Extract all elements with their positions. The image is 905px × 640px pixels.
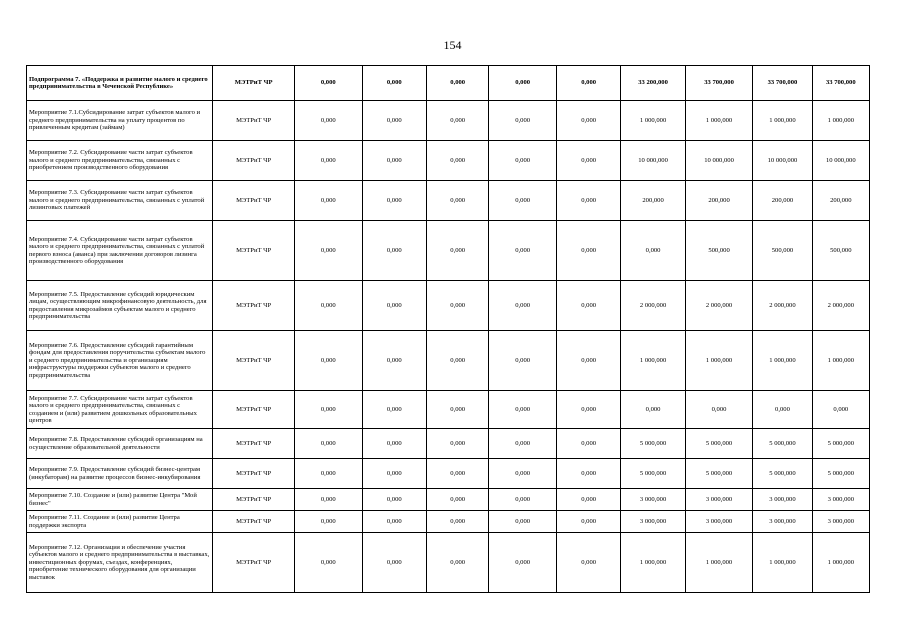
value-cell: 0,000 bbox=[362, 66, 426, 101]
value-cell: 1 000,000 bbox=[753, 101, 812, 141]
value-cell: 0,000 bbox=[362, 391, 426, 429]
value-cell: 0,000 bbox=[556, 66, 620, 101]
value-cell: 0,000 bbox=[621, 391, 685, 429]
value-cell: 3 000,000 bbox=[812, 489, 869, 511]
value-cell: 0,000 bbox=[489, 101, 557, 141]
value-cell: 0,000 bbox=[295, 511, 363, 533]
value-cell: 5 000,000 bbox=[685, 429, 753, 459]
value-cell: 0,000 bbox=[621, 221, 685, 281]
row-name-cell: Мероприятие 7.4. Субсидирование части затрат субъектов малого и среднего предпринимательства, связанных с уплатой первого взноса (аванса) при заключении договоров лизинга производственного оборудования bbox=[27, 221, 213, 281]
value-cell: 0,000 bbox=[426, 511, 488, 533]
value-cell: 0,000 bbox=[295, 533, 363, 593]
value-cell: 0,000 bbox=[489, 281, 557, 331]
value-cell: 5 000,000 bbox=[685, 459, 753, 489]
executor-cell: МЭТРиТ ЧР bbox=[213, 533, 295, 593]
executor-cell: МЭТРиТ ЧР bbox=[213, 489, 295, 511]
value-cell: 0,000 bbox=[362, 181, 426, 221]
row-name-cell: Мероприятие 7.5. Предоставление субсидий юридическим лицам, осуществляющим микрофинансовую деятельность, для предоставления микрозаймов субъектам малого и среднего предпринимательства bbox=[27, 281, 213, 331]
value-cell: 2 000,000 bbox=[812, 281, 869, 331]
value-cell: 0,000 bbox=[426, 331, 488, 391]
row-name-cell: Мероприятие 7.12. Организация и обеспечение участия субъектов малого и среднего предпринимательства в выставках, инвестиционных форумах, съездах, конференциях, приобретение технического оборудования для организации выставок bbox=[27, 533, 213, 593]
value-cell: 33 700,000 bbox=[685, 66, 753, 101]
table-row bbox=[27, 141, 870, 181]
value-cell: 5 000,000 bbox=[621, 459, 685, 489]
value-cell: 1 000,000 bbox=[621, 101, 685, 141]
value-cell: 500,000 bbox=[753, 221, 812, 281]
table-row bbox=[27, 533, 870, 593]
table-row bbox=[27, 511, 870, 533]
value-cell: 2 000,000 bbox=[621, 281, 685, 331]
executor-cell: МЭТРиТ ЧР bbox=[213, 331, 295, 391]
table-row bbox=[27, 331, 870, 391]
value-cell: 10 000,000 bbox=[753, 141, 812, 181]
row-name-cell: Подпрограмма 7. «Поддержка и развитие малого и среднего предпринимательства в Чеченской Республике» bbox=[27, 66, 213, 101]
value-cell: 0,000 bbox=[556, 181, 620, 221]
value-cell: 0,000 bbox=[362, 489, 426, 511]
row-name-cell: Мероприятие 7.8. Предоставление субсидий организациям на осуществление образовательной деятельности bbox=[27, 429, 213, 459]
table-row bbox=[27, 221, 870, 281]
row-name-cell: Мероприятие 7.3. Субсидирование части затрат субъектов малого и среднего предпринимательства, связанных с уплатой лизинговых платежей bbox=[27, 181, 213, 221]
value-cell: 0,000 bbox=[295, 429, 363, 459]
value-cell: 0,000 bbox=[295, 101, 363, 141]
value-cell: 0,000 bbox=[556, 459, 620, 489]
value-cell: 0,000 bbox=[489, 489, 557, 511]
value-cell: 2 000,000 bbox=[685, 281, 753, 331]
value-cell: 0,000 bbox=[556, 429, 620, 459]
value-cell: 500,000 bbox=[685, 221, 753, 281]
value-cell: 0,000 bbox=[556, 489, 620, 511]
row-name-cell: Мероприятие 7.2. Субсидирование части затрат субъектов малого и среднего предпринимательства, связанных с приобретением производственного оборудования bbox=[27, 141, 213, 181]
executor-cell: МЭТРиТ ЧР bbox=[213, 281, 295, 331]
value-cell: 1 000,000 bbox=[685, 331, 753, 391]
value-cell: 3 000,000 bbox=[685, 511, 753, 533]
value-cell: 0,000 bbox=[753, 391, 812, 429]
value-cell: 0,000 bbox=[426, 66, 488, 101]
value-cell: 33 200,000 bbox=[621, 66, 685, 101]
value-cell: 0,000 bbox=[362, 533, 426, 593]
value-cell: 0,000 bbox=[426, 141, 488, 181]
value-cell: 1 000,000 bbox=[812, 533, 869, 593]
value-cell: 0,000 bbox=[556, 331, 620, 391]
value-cell: 500,000 bbox=[812, 221, 869, 281]
value-cell: 0,000 bbox=[489, 429, 557, 459]
executor-cell: МЭТРиТ ЧР bbox=[213, 101, 295, 141]
table-body bbox=[27, 66, 870, 593]
value-cell: 5 000,000 bbox=[753, 429, 812, 459]
value-cell: 0,000 bbox=[489, 181, 557, 221]
value-cell: 0,000 bbox=[685, 391, 753, 429]
value-cell: 0,000 bbox=[812, 391, 869, 429]
value-cell: 10 000,000 bbox=[621, 141, 685, 181]
value-cell: 3 000,000 bbox=[685, 489, 753, 511]
executor-cell: МЭТРиТ ЧР bbox=[213, 429, 295, 459]
executor-cell: МЭТРиТ ЧР bbox=[213, 181, 295, 221]
value-cell: 0,000 bbox=[489, 511, 557, 533]
value-cell: 0,000 bbox=[295, 459, 363, 489]
value-cell: 0,000 bbox=[556, 533, 620, 593]
table-row bbox=[27, 459, 870, 489]
value-cell: 0,000 bbox=[489, 391, 557, 429]
value-cell: 0,000 bbox=[489, 459, 557, 489]
value-cell: 0,000 bbox=[426, 391, 488, 429]
value-cell: 1 000,000 bbox=[812, 101, 869, 141]
value-cell: 0,000 bbox=[556, 281, 620, 331]
row-name-cell: Мероприятие 7.11. Создание и (или) развитие Центра поддержки экспорта bbox=[27, 511, 213, 533]
value-cell: 0,000 bbox=[426, 101, 488, 141]
row-name-cell: Мероприятие 7.10. Создание и (или) развитие Центра "Мой бизнес" bbox=[27, 489, 213, 511]
value-cell: 0,000 bbox=[426, 533, 488, 593]
value-cell: 0,000 bbox=[295, 391, 363, 429]
value-cell: 10 000,000 bbox=[812, 141, 869, 181]
value-cell: 0,000 bbox=[295, 331, 363, 391]
executor-cell: МЭТРиТ ЧР bbox=[213, 221, 295, 281]
row-name-cell: Мероприятие 7.6. Предоставление субсидий гарантийным фондам для предоставления поручительства субъектам малого и среднего предпринимательства и организациям инфраструктуры поддержки субъектов малого и среднего предпринимательства bbox=[27, 331, 213, 391]
value-cell: 0,000 bbox=[362, 331, 426, 391]
value-cell: 0,000 bbox=[426, 459, 488, 489]
executor-cell: МЭТРиТ ЧР bbox=[213, 66, 295, 101]
value-cell: 0,000 bbox=[362, 141, 426, 181]
budget-table bbox=[26, 65, 870, 593]
value-cell: 0,000 bbox=[295, 141, 363, 181]
value-cell: 1 000,000 bbox=[685, 533, 753, 593]
value-cell: 0,000 bbox=[362, 511, 426, 533]
value-cell: 5 000,000 bbox=[812, 429, 869, 459]
value-cell: 5 000,000 bbox=[812, 459, 869, 489]
value-cell: 0,000 bbox=[426, 281, 488, 331]
executor-cell: МЭТРиТ ЧР bbox=[213, 459, 295, 489]
value-cell: 0,000 bbox=[556, 391, 620, 429]
value-cell: 0,000 bbox=[426, 429, 488, 459]
value-cell: 3 000,000 bbox=[753, 489, 812, 511]
table-row bbox=[27, 281, 870, 331]
value-cell: 1 000,000 bbox=[621, 533, 685, 593]
row-name-cell: Мероприятие 7.9. Предоставление субсидий бизнес-центрам (инкубаторам) на развитие процессов бизнес-инкубирования bbox=[27, 459, 213, 489]
table-row bbox=[27, 391, 870, 429]
value-cell: 0,000 bbox=[362, 101, 426, 141]
value-cell: 0,000 bbox=[362, 429, 426, 459]
subprogram-row bbox=[27, 66, 870, 101]
page-number: 154 bbox=[443, 38, 462, 52]
value-cell: 1 000,000 bbox=[621, 331, 685, 391]
value-cell: 10 000,000 bbox=[685, 141, 753, 181]
value-cell: 0,000 bbox=[426, 221, 488, 281]
value-cell: 0,000 bbox=[362, 459, 426, 489]
value-cell: 5 000,000 bbox=[753, 459, 812, 489]
value-cell: 0,000 bbox=[556, 141, 620, 181]
value-cell: 0,000 bbox=[295, 489, 363, 511]
value-cell: 1 000,000 bbox=[685, 101, 753, 141]
executor-cell: МЭТРиТ ЧР bbox=[213, 391, 295, 429]
value-cell: 1 000,000 bbox=[753, 331, 812, 391]
value-cell: 0,000 bbox=[295, 281, 363, 331]
value-cell: 3 000,000 bbox=[621, 489, 685, 511]
value-cell: 1 000,000 bbox=[753, 533, 812, 593]
value-cell: 200,000 bbox=[812, 181, 869, 221]
executor-cell: МЭТРиТ ЧР bbox=[213, 511, 295, 533]
table-row bbox=[27, 181, 870, 221]
value-cell: 0,000 bbox=[489, 221, 557, 281]
value-cell: 33 700,000 bbox=[753, 66, 812, 101]
value-cell: 0,000 bbox=[295, 66, 363, 101]
value-cell: 5 000,000 bbox=[621, 429, 685, 459]
value-cell: 200,000 bbox=[685, 181, 753, 221]
value-cell: 0,000 bbox=[556, 511, 620, 533]
value-cell: 0,000 bbox=[489, 141, 557, 181]
value-cell: 0,000 bbox=[426, 181, 488, 221]
value-cell: 0,000 bbox=[556, 221, 620, 281]
value-cell: 0,000 bbox=[362, 221, 426, 281]
table-row bbox=[27, 429, 870, 459]
value-cell: 0,000 bbox=[489, 331, 557, 391]
value-cell: 0,000 bbox=[295, 181, 363, 221]
value-cell: 1 000,000 bbox=[812, 331, 869, 391]
value-cell: 0,000 bbox=[295, 221, 363, 281]
table-row bbox=[27, 101, 870, 141]
executor-cell: МЭТРиТ ЧР bbox=[213, 141, 295, 181]
value-cell: 3 000,000 bbox=[621, 511, 685, 533]
value-cell: 200,000 bbox=[621, 181, 685, 221]
table-row bbox=[27, 489, 870, 511]
value-cell: 0,000 bbox=[489, 533, 557, 593]
value-cell: 3 000,000 bbox=[753, 511, 812, 533]
value-cell: 3 000,000 bbox=[812, 511, 869, 533]
value-cell: 0,000 bbox=[362, 281, 426, 331]
row-name-cell: Мероприятие 7.1.Субсидирование затрат субъектов малого и среднего предпринимательства на уплату процентов по привлеченным кредитам (займам) bbox=[27, 101, 213, 141]
value-cell: 0,000 bbox=[556, 101, 620, 141]
value-cell: 33 700,000 bbox=[812, 66, 869, 101]
row-name-cell: Мероприятие 7.7. Субсидирование части затрат субъектов малого и среднего предпринимательства, связанных с созданием и (или) развитием дошкольных образовательных центров bbox=[27, 391, 213, 429]
value-cell: 0,000 bbox=[489, 66, 557, 101]
value-cell: 0,000 bbox=[426, 489, 488, 511]
value-cell: 2 000,000 bbox=[753, 281, 812, 331]
value-cell: 200,000 bbox=[753, 181, 812, 221]
